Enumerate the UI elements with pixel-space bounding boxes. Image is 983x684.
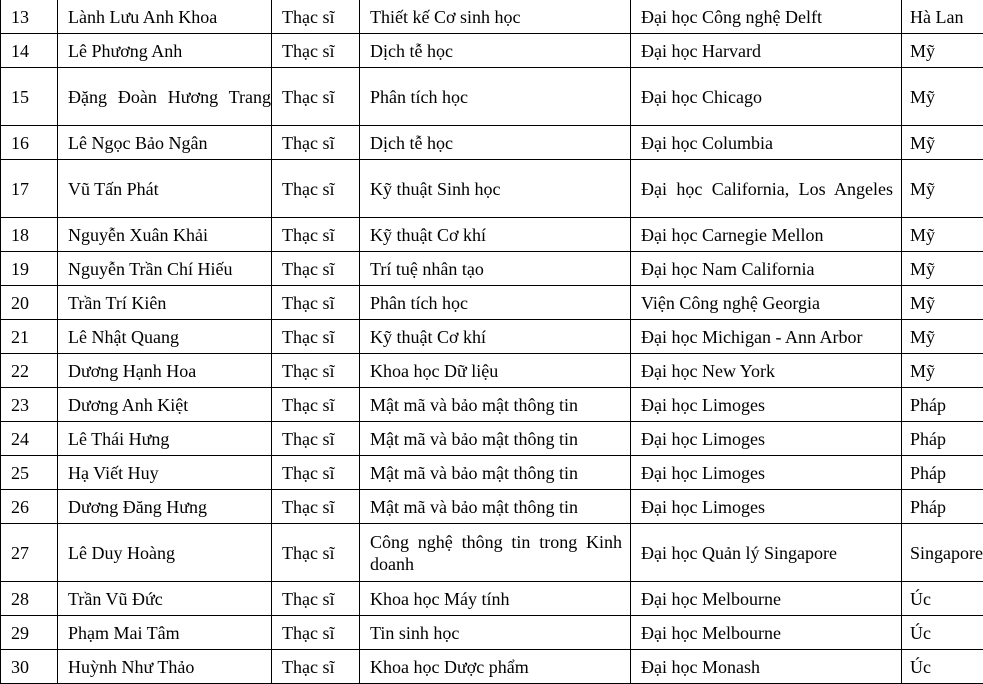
row-number-cell: 27 — [1, 524, 58, 582]
student-name-cell: Trần Vũ Đức — [58, 582, 272, 616]
student-name-cell: Phạm Mai Tâm — [58, 616, 272, 650]
table-row — [1, 490, 983, 524]
row-number-cell: 21 — [1, 320, 58, 354]
university-cell: Đại học Limoges — [631, 388, 902, 422]
major-cell: Kỹ thuật Cơ khí — [360, 218, 631, 252]
country-cell: Mỹ — [902, 34, 983, 68]
degree-cell: Thạc sĩ — [272, 354, 360, 388]
row-number-cell: 25 — [1, 456, 58, 490]
university-cell: Đại học New York — [631, 354, 902, 388]
country-cell: Pháp — [902, 490, 983, 524]
table-row — [1, 582, 983, 616]
table-body — [1, 0, 983, 684]
degree-cell: Thạc sĩ — [272, 456, 360, 490]
row-number-cell: 24 — [1, 422, 58, 456]
table-row — [1, 34, 983, 68]
university-cell: Đại học Limoges — [631, 456, 902, 490]
country-cell: Mỹ — [902, 252, 983, 286]
row-number-cell: 14 — [1, 34, 58, 68]
row-number-cell: 16 — [1, 126, 58, 160]
table-row — [1, 456, 983, 490]
degree-cell: Thạc sĩ — [272, 34, 360, 68]
university-cell: Đại học Quản lý Singapore — [631, 524, 902, 582]
degree-cell: Thạc sĩ — [272, 252, 360, 286]
country-cell: Singapore — [902, 524, 983, 582]
major-cell: Kỹ thuật Sinh học — [360, 160, 631, 218]
country-cell: Mỹ — [902, 320, 983, 354]
student-name-cell: Đặng Đoàn Hương Trang — [58, 68, 272, 126]
country-cell: Mỹ — [902, 286, 983, 320]
degree-cell: Thạc sĩ — [272, 320, 360, 354]
university-cell: Đại học Công nghệ Delft — [631, 0, 902, 34]
student-name-cell: Dương Đăng Hưng — [58, 490, 272, 524]
university-cell: Đại học Monash — [631, 650, 902, 684]
major-cell: Công nghệ thông tin trong Kinh doanh — [360, 524, 631, 582]
row-number-cell: 20 — [1, 286, 58, 320]
student-name-cell: Lê Thái Hưng — [58, 422, 272, 456]
student-name-cell: Huỳnh Như Thảo — [58, 650, 272, 684]
major-cell: Thiết kế Cơ sinh học — [360, 0, 631, 34]
country-cell: Mỹ — [902, 218, 983, 252]
major-cell: Khoa học Dược phẩm — [360, 650, 631, 684]
table-row — [1, 68, 983, 126]
degree-cell: Thạc sĩ — [272, 160, 360, 218]
degree-cell: Thạc sĩ — [272, 616, 360, 650]
row-number-cell: 22 — [1, 354, 58, 388]
major-cell: Dịch tễ học — [360, 34, 631, 68]
university-cell: Đại học Melbourne — [631, 582, 902, 616]
table-row — [1, 160, 983, 218]
student-name-cell: Dương Anh Kiệt — [58, 388, 272, 422]
table-row — [1, 354, 983, 388]
major-cell: Tin sinh học — [360, 616, 631, 650]
country-cell: Hà Lan — [902, 0, 983, 34]
student-name-cell: Vũ Tấn Phát — [58, 160, 272, 218]
student-name-cell: Lê Ngọc Bảo Ngân — [58, 126, 272, 160]
university-cell: Đại học Nam California — [631, 252, 902, 286]
university-cell: Đại học Limoges — [631, 490, 902, 524]
student-name-cell: Nguyễn Xuân Khải — [58, 218, 272, 252]
country-cell: Mỹ — [902, 126, 983, 160]
degree-cell: Thạc sĩ — [272, 524, 360, 582]
row-number-cell: 28 — [1, 582, 58, 616]
table-row — [1, 0, 983, 34]
degree-cell: Thạc sĩ — [272, 286, 360, 320]
row-number-cell: 26 — [1, 490, 58, 524]
student-name-cell: Nguyễn Trần Chí Hiếu — [58, 252, 272, 286]
major-cell: Mật mã và bảo mật thông tin — [360, 456, 631, 490]
student-name-cell: Lê Phương Anh — [58, 34, 272, 68]
major-cell: Mật mã và bảo mật thông tin — [360, 490, 631, 524]
country-cell: Pháp — [902, 456, 983, 490]
row-number-cell: 15 — [1, 68, 58, 126]
country-cell: Mỹ — [902, 68, 983, 126]
university-cell: Đại học California, Los Angeles — [631, 160, 902, 218]
table-row — [1, 388, 983, 422]
country-cell: Úc — [902, 616, 983, 650]
degree-cell: Thạc sĩ — [272, 388, 360, 422]
table-row — [1, 126, 983, 160]
country-cell: Pháp — [902, 388, 983, 422]
student-name-cell: Lê Nhật Quang — [58, 320, 272, 354]
table-row — [1, 252, 983, 286]
country-cell: Mỹ — [902, 354, 983, 388]
university-cell: Viện Công nghệ Georgia — [631, 286, 902, 320]
university-cell: Đại học Limoges — [631, 422, 902, 456]
university-cell: Đại học Carnegie Mellon — [631, 218, 902, 252]
major-cell: Khoa học Dữ liệu — [360, 354, 631, 388]
table-row — [1, 218, 983, 252]
student-name-cell: Dương Hạnh Hoa — [58, 354, 272, 388]
major-cell: Phân tích học — [360, 68, 631, 126]
major-cell: Mật mã và bảo mật thông tin — [360, 422, 631, 456]
student-name-cell: Lê Duy Hoàng — [58, 524, 272, 582]
degree-cell: Thạc sĩ — [272, 126, 360, 160]
university-cell: Đại học Columbia — [631, 126, 902, 160]
country-cell: Úc — [902, 650, 983, 684]
degree-cell: Thạc sĩ — [272, 422, 360, 456]
row-number-cell: 29 — [1, 616, 58, 650]
table-row — [1, 320, 983, 354]
major-cell: Khoa học Máy tính — [360, 582, 631, 616]
degree-cell: Thạc sĩ — [272, 582, 360, 616]
student-name-cell: Trần Trí Kiên — [58, 286, 272, 320]
major-cell: Dịch tễ học — [360, 126, 631, 160]
degree-cell: Thạc sĩ — [272, 650, 360, 684]
major-cell: Mật mã và bảo mật thông tin — [360, 388, 631, 422]
country-cell: Mỹ — [902, 160, 983, 218]
row-number-cell: 19 — [1, 252, 58, 286]
university-cell: Đại học Michigan - Ann Arbor — [631, 320, 902, 354]
major-cell: Kỹ thuật Cơ khí — [360, 320, 631, 354]
major-cell: Phân tích học — [360, 286, 631, 320]
table-row — [1, 650, 983, 684]
row-number-cell: 18 — [1, 218, 58, 252]
row-number-cell: 30 — [1, 650, 58, 684]
university-cell: Đại học Chicago — [631, 68, 902, 126]
university-cell: Đại học Harvard — [631, 34, 902, 68]
row-number-cell: 23 — [1, 388, 58, 422]
row-number-cell: 17 — [1, 160, 58, 218]
country-cell: Pháp — [902, 422, 983, 456]
student-name-cell: Lành Lưu Anh Khoa — [58, 0, 272, 34]
row-number-cell: 13 — [1, 0, 58, 34]
table-row — [1, 422, 983, 456]
country-cell: Úc — [902, 582, 983, 616]
degree-cell: Thạc sĩ — [272, 0, 360, 34]
degree-cell: Thạc sĩ — [272, 68, 360, 126]
major-cell: Trí tuệ nhân tạo — [360, 252, 631, 286]
table-row — [1, 616, 983, 650]
student-name-cell: Hạ Viết Huy — [58, 456, 272, 490]
university-cell: Đại học Melbourne — [631, 616, 902, 650]
table-row — [1, 524, 983, 582]
table-row — [1, 286, 983, 320]
degree-cell: Thạc sĩ — [272, 490, 360, 524]
degree-cell: Thạc sĩ — [272, 218, 360, 252]
